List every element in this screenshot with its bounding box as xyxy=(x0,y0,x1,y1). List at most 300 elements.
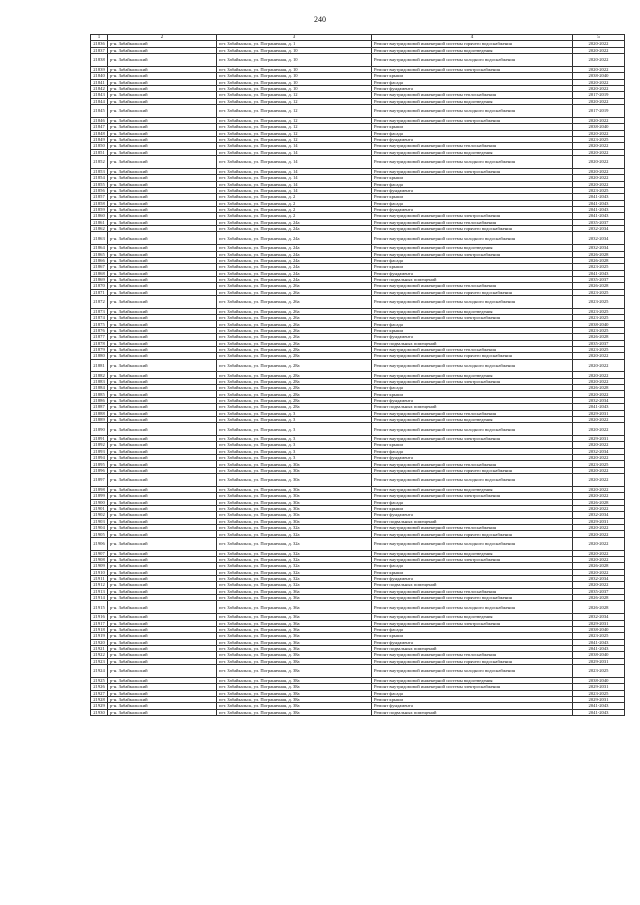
work-type-cell: Ремонт фасада xyxy=(372,690,573,696)
period-cell: 2017-2019 xyxy=(573,104,625,117)
address-cell: пгт. Забайкальск, ул. Пограничная, д. 28а xyxy=(217,397,372,403)
row-number-cell: 21903 xyxy=(91,518,108,524)
work-type-cell: Ремонт внутридомовой инженерной системы холодного водоснабжения xyxy=(372,601,573,614)
row-number-cell: 21884 xyxy=(91,385,108,391)
district-cell: р-н. Забайкальский xyxy=(108,639,217,645)
row-number-cell: 21922 xyxy=(91,652,108,658)
district-cell: р-н. Забайкальский xyxy=(108,601,217,614)
district-cell: р-н. Забайкальский xyxy=(108,404,217,410)
work-type-cell: Ремонт внутридомовой инженерной системы холодного водоснабжения xyxy=(372,104,573,117)
header-cell: 1 xyxy=(91,35,108,41)
table-row xyxy=(91,104,625,117)
address-cell: пгт. Забайкальск, ул. Пограничная, д. 36а xyxy=(217,627,372,633)
address-cell: пгт. Забайкальск, ул. Пограничная, д. 28а xyxy=(217,346,372,352)
address-cell: пгт. Забайкальск, ул. Пограничная, д. 36а xyxy=(217,595,372,601)
district-cell: р-н. Забайкальский xyxy=(108,410,217,416)
work-type-cell: Ремонт крыши xyxy=(372,327,573,333)
address-cell: пгт. Забайкальск, ул. Пограничная, д. 2 xyxy=(217,213,372,219)
row-number-cell: 21838 xyxy=(91,54,108,67)
period-cell: 2038-2040 xyxy=(573,627,625,633)
row-number-cell: 21864 xyxy=(91,245,108,251)
district-cell: р-н. Забайкальский xyxy=(108,308,217,314)
address-cell: пгт. Забайкальск, ул. Пограничная, д. 10 xyxy=(217,79,372,85)
period-cell: 2023-2025 xyxy=(573,461,625,467)
district-cell: р-н. Забайкальский xyxy=(108,569,217,575)
period-cell: 2026-2028 xyxy=(573,499,625,505)
work-type-cell: Ремонт внутридомовой инженерной системы электроснабжения xyxy=(372,684,573,690)
work-type-cell: Ремонт крыши xyxy=(372,696,573,702)
work-type-cell: Ремонт подвальных помещений xyxy=(372,709,573,715)
row-number-cell: 21887 xyxy=(91,404,108,410)
address-cell: пгт. Забайкальск, ул. Пограничная, д. 36а xyxy=(217,588,372,594)
address-cell: пгт. Забайкальск, ул. Пограничная, д. 26а xyxy=(217,340,372,346)
period-cell: 2023-2025 xyxy=(573,295,625,308)
work-type-cell: Ремонт фундамента xyxy=(372,397,573,403)
work-type-cell: Ремонт фундамента xyxy=(372,85,573,91)
row-number-cell: 21928 xyxy=(91,696,108,702)
address-cell: пгт. Забайкальск, ул. Пограничная, д. 14 xyxy=(217,149,372,155)
table-row xyxy=(91,423,625,436)
row-number-cell: 21839 xyxy=(91,66,108,72)
district-cell: р-н. Забайкальский xyxy=(108,213,217,219)
work-type-cell: Ремонт внутридомовой инженерной системы электроснабжения xyxy=(372,378,573,384)
work-type-cell: Ремонт внутридомовой инженерной системы холодного водоснабжения xyxy=(372,54,573,67)
period-cell: 2020-2022 xyxy=(573,149,625,155)
address-cell: пгт. Забайкальск, ул. Пограничная, д. 3 xyxy=(217,442,372,448)
work-type-cell: Ремонт фасада xyxy=(372,181,573,187)
address-cell: пгт. Забайкальск, ул. Пограничная, д. 36а xyxy=(217,601,372,614)
district-cell: р-н. Забайкальский xyxy=(108,385,217,391)
period-cell: 2038-2040 xyxy=(573,677,625,683)
district-cell: р-н. Забайкальский xyxy=(108,136,217,142)
district-cell: р-н. Забайкальский xyxy=(108,646,217,652)
address-cell: пгт. Забайкальск, ул. Пограничная, д. 38а xyxy=(217,665,372,678)
work-type-cell: Ремонт внутридомовой инженерной системы горячего водоснабжения xyxy=(372,658,573,664)
district-cell: р-н. Забайкальский xyxy=(108,340,217,346)
work-type-cell: Ремонт крыши xyxy=(372,73,573,79)
row-number-cell: 21877 xyxy=(91,334,108,340)
period-cell: 2020-2022 xyxy=(573,582,625,588)
work-type-cell: Ремонт крыши xyxy=(372,175,573,181)
work-type-cell: Ремонт внутридомовой инженерной системы холодного водоснабжения xyxy=(372,537,573,550)
address-cell: пгт. Забайкальск, ул. Пограничная, д. 28а xyxy=(217,404,372,410)
period-cell: 2023-2025 xyxy=(573,264,625,270)
district-cell: р-н. Забайкальский xyxy=(108,378,217,384)
district-cell: р-н. Забайкальский xyxy=(108,289,217,295)
address-cell: пгт. Забайкальск, ул. Пограничная, д. 10 xyxy=(217,85,372,91)
address-cell: пгт. Забайкальск, ул. Пограничная, д. 12 xyxy=(217,130,372,136)
row-number-cell: 21851 xyxy=(91,149,108,155)
period-cell: 2032-2034 xyxy=(573,512,625,518)
work-type-cell: Ремонт внутридомовой инженерной системы горячего водоснабжения xyxy=(372,289,573,295)
address-cell: пгт. Забайкальск, ул. Пограничная, д. 26а xyxy=(217,327,372,333)
row-number-cell: 21876 xyxy=(91,327,108,333)
district-cell: р-н. Забайкальский xyxy=(108,557,217,563)
address-cell: пгт. Забайкальск, ул. Пограничная, д. 24а xyxy=(217,270,372,276)
row-number-cell: 21920 xyxy=(91,639,108,645)
row-number-cell: 21860 xyxy=(91,213,108,219)
address-cell: пгт. Забайкальск, ул. Пограничная, д. 24а xyxy=(217,225,372,231)
period-cell: 2020-2022 xyxy=(573,569,625,575)
period-cell: 2020-2022 xyxy=(573,525,625,531)
address-cell: пгт. Забайкальск, ул. Пограничная, д. 38а xyxy=(217,684,372,690)
district-cell: р-н. Забайкальский xyxy=(108,665,217,678)
work-type-cell: Ремонт внутридомовой инженерной системы водоотведения xyxy=(372,487,573,493)
row-number-cell: 21909 xyxy=(91,563,108,569)
address-cell: пгт. Забайкальск, ул. Пограничная, д. 36а xyxy=(217,639,372,645)
address-cell: пгт. Забайкальск, ул. Пограничная, д. 14 xyxy=(217,168,372,174)
period-cell: 2020-2022 xyxy=(573,168,625,174)
work-type-cell: Ремонт внутридомовой инженерной системы электроснабжения xyxy=(372,436,573,442)
work-type-cell: Ремонт внутридомовой инженерной системы водоотведения xyxy=(372,98,573,104)
period-cell: 2023-2025 xyxy=(573,346,625,352)
work-type-cell: Ремонт внутридомовой инженерной системы теплоснабжения xyxy=(372,143,573,149)
address-cell: пгт. Забайкальск, ул. Пограничная, д. 12 xyxy=(217,92,372,98)
row-number-cell: 21897 xyxy=(91,474,108,487)
district-cell: р-н. Забайкальский xyxy=(108,155,217,168)
period-cell: 2023-2025 xyxy=(573,289,625,295)
address-cell: пгт. Забайкальск, ул. Пограничная, д. 38а xyxy=(217,703,372,709)
period-cell: 2035-2037 xyxy=(573,219,625,225)
period-cell: 2041-2043 xyxy=(573,194,625,200)
row-number-cell: 21871 xyxy=(91,289,108,295)
district-cell: р-н. Забайкальский xyxy=(108,264,217,270)
address-cell: пгт. Забайкальск, ул. Пограничная, д. 32а xyxy=(217,569,372,575)
row-number-cell: 21840 xyxy=(91,73,108,79)
district-cell: р-н. Забайкальский xyxy=(108,283,217,289)
work-type-cell: Ремонт фасада xyxy=(372,130,573,136)
work-type-cell: Ремонт фундамента xyxy=(372,187,573,193)
work-type-cell: Ремонт внутридомовой инженерной системы горячего водоснабжения xyxy=(372,467,573,473)
address-cell: пгт. Забайкальск, ул. Пограничная, д. 38а xyxy=(217,709,372,715)
period-cell: 2026-2028 xyxy=(573,283,625,289)
work-type-cell: Ремонт фасада xyxy=(372,385,573,391)
work-type-cell: Ремонт внутридомовой инженерной системы электроснабжения xyxy=(372,66,573,72)
period-cell: 2020-2022 xyxy=(573,181,625,187)
district-cell: р-н. Забайкальский xyxy=(108,54,217,67)
period-cell: 2023-2025 xyxy=(573,136,625,142)
row-number-cell: 21880 xyxy=(91,353,108,359)
district-cell: р-н. Забайкальский xyxy=(108,677,217,683)
address-cell: пгт. Забайкальск, ул. Пограничная, д. 28а xyxy=(217,378,372,384)
address-cell: пгт. Забайкальск, ул. Пограничная, д. 1 xyxy=(217,41,372,47)
work-type-cell: Ремонт внутридомовой инженерной системы горячего водоснабжения xyxy=(372,531,573,537)
address-cell: пгт. Забайкальск, ул. Пограничная, д. 30а xyxy=(217,461,372,467)
district-cell: р-н. Забайкальский xyxy=(108,245,217,251)
district-cell: р-н. Забайкальский xyxy=(108,85,217,91)
work-type-cell: Ремонт внутридомовой инженерной системы электроснабжения xyxy=(372,315,573,321)
work-type-cell: Ремонт внутридомовой инженерной системы теплоснабжения xyxy=(372,92,573,98)
district-cell: р-н. Забайкальский xyxy=(108,315,217,321)
row-number-cell: 21882 xyxy=(91,372,108,378)
row-number-cell: 21895 xyxy=(91,461,108,467)
address-cell: пгт. Забайкальск, ул. Пограничная, д. 36а xyxy=(217,646,372,652)
district-cell: р-н. Забайкальский xyxy=(108,467,217,473)
row-number-cell: 21896 xyxy=(91,467,108,473)
work-type-cell: Ремонт внутридомовой инженерной системы электроснабжения xyxy=(372,168,573,174)
period-cell: 2041-2043 xyxy=(573,404,625,410)
row-number-cell: 21848 xyxy=(91,130,108,136)
district-cell: р-н. Забайкальский xyxy=(108,582,217,588)
work-type-cell: Ремонт внутридомовой инженерной системы теплоснабжения xyxy=(372,346,573,352)
district-cell: р-н. Забайкальский xyxy=(108,104,217,117)
row-number-cell: 21925 xyxy=(91,677,108,683)
district-cell: р-н. Забайкальский xyxy=(108,588,217,594)
work-type-cell: Ремонт крыши xyxy=(372,506,573,512)
work-type-cell: Ремонт подвальных помещений xyxy=(372,646,573,652)
address-cell: пгт. Забайкальск, ул. Пограничная, д. 10 xyxy=(217,47,372,53)
district-cell: р-н. Забайкальский xyxy=(108,98,217,104)
row-number-cell: 21845 xyxy=(91,104,108,117)
work-type-cell: Ремонт внутридомовой инженерной системы электроснабжения xyxy=(372,493,573,499)
work-type-cell: Ремонт внутридомовой инженерной системы теплоснабжения xyxy=(372,410,573,416)
address-cell: пгт. Забайкальск, ул. Пограничная, д. 2 xyxy=(217,194,372,200)
period-cell: 2020-2022 xyxy=(573,66,625,72)
row-number-cell: 21879 xyxy=(91,346,108,352)
header-cell: 4 xyxy=(372,35,573,41)
period-cell: 2026-2028 xyxy=(573,601,625,614)
address-cell: пгт. Забайкальск, ул. Пограничная, д. 14 xyxy=(217,181,372,187)
address-cell: пгт. Забайкальск, ул. Пограничная, д. 14 xyxy=(217,143,372,149)
work-type-cell: Ремонт внутридомовой инженерной системы теплоснабжения xyxy=(372,525,573,531)
district-cell: р-н. Забайкальский xyxy=(108,321,217,327)
address-cell: пгт. Забайкальск, ул. Пограничная, д. 3 xyxy=(217,448,372,454)
row-number-cell: 21874 xyxy=(91,315,108,321)
table-row xyxy=(91,295,625,308)
district-cell: р-н. Забайкальский xyxy=(108,270,217,276)
district-cell: р-н. Забайкальский xyxy=(108,448,217,454)
work-type-cell: Ремонт фундамента xyxy=(372,703,573,709)
address-cell: пгт. Забайкальск, ул. Пограничная, д. 30а xyxy=(217,506,372,512)
period-cell: 2035-2037 xyxy=(573,588,625,594)
row-number-cell: 21841 xyxy=(91,79,108,85)
address-cell: пгт. Забайкальск, ул. Пограничная, д. 26а xyxy=(217,321,372,327)
work-type-cell: Ремонт фасада xyxy=(372,321,573,327)
district-cell: р-н. Забайкальский xyxy=(108,353,217,359)
work-type-cell: Ремонт внутридомовой инженерной системы холодного водоснабжения xyxy=(372,665,573,678)
period-cell: 2038-2040 xyxy=(573,124,625,130)
row-number-cell: 21901 xyxy=(91,506,108,512)
district-cell: р-н. Забайкальский xyxy=(108,537,217,550)
row-number-cell: 21923 xyxy=(91,658,108,664)
district-cell: р-н. Забайкальский xyxy=(108,563,217,569)
address-cell: пгт. Забайкальск, ул. Пограничная, д. 12 xyxy=(217,124,372,130)
district-cell: р-н. Забайкальский xyxy=(108,518,217,524)
address-cell: пгт. Забайкальск, ул. Пограничная, д. 36а xyxy=(217,633,372,639)
row-number-cell: 21846 xyxy=(91,117,108,123)
district-cell: р-н. Забайкальский xyxy=(108,232,217,245)
row-number-cell: 21853 xyxy=(91,168,108,174)
address-cell: пгт. Забайкальск, ул. Пограничная, д. 32а xyxy=(217,550,372,556)
period-cell: 2032-2034 xyxy=(573,225,625,231)
row-number-cell: 21837 xyxy=(91,47,108,53)
period-cell: 2041-2043 xyxy=(573,639,625,645)
work-type-cell: Ремонт внутридомовой инженерной системы теплоснабжения xyxy=(372,461,573,467)
work-type-cell: Ремонт внутридомовой инженерной системы горячего водоснабжения xyxy=(372,225,573,231)
period-cell: 2020-2022 xyxy=(573,423,625,436)
address-cell: пгт. Забайкальск, ул. Пограничная, д. 28а xyxy=(217,353,372,359)
address-cell: пгт. Забайкальск, ул. Пограничная, д. 24а xyxy=(217,276,372,282)
period-cell: 2020-2022 xyxy=(573,175,625,181)
district-cell: р-н. Забайкальский xyxy=(108,696,217,702)
period-cell: 2020-2022 xyxy=(573,474,625,487)
district-cell: р-н. Забайкальский xyxy=(108,257,217,263)
address-cell: пгт. Забайкальск, ул. Пограничная, д. 3 xyxy=(217,455,372,461)
table-row xyxy=(91,359,625,372)
row-number-cell: 21890 xyxy=(91,423,108,436)
district-cell: р-н. Забайкальский xyxy=(108,168,217,174)
address-cell: пгт. Забайкальск, ул. Пограничная, д. 24а xyxy=(217,257,372,263)
address-cell: пгт. Забайкальск, ул. Пограничная, д. 32а xyxy=(217,582,372,588)
work-type-cell: Ремонт внутридомовой инженерной системы водоотведения xyxy=(372,372,573,378)
table-row xyxy=(91,474,625,487)
address-cell: пгт. Забайкальск, ул. Пограничная, д. 26а xyxy=(217,283,372,289)
period-cell: 2020-2022 xyxy=(573,359,625,372)
work-type-cell: Ремонт внутридомовой инженерной системы теплоснабжения xyxy=(372,588,573,594)
address-cell: пгт. Забайкальск, ул. Пограничная, д. 26а xyxy=(217,289,372,295)
row-number-cell: 21929 xyxy=(91,703,108,709)
district-cell: р-н. Забайкальский xyxy=(108,219,217,225)
district-cell: р-н. Забайкальский xyxy=(108,493,217,499)
address-cell: пгт. Забайкальск, ул. Пограничная, д. 3 xyxy=(217,416,372,422)
table-row xyxy=(91,155,625,168)
district-cell: р-н. Забайкальский xyxy=(108,595,217,601)
address-cell: пгт. Забайкальск, ул. Пограничная, д. 12 xyxy=(217,136,372,142)
district-cell: р-н. Забайкальский xyxy=(108,633,217,639)
period-cell: 2020-2022 xyxy=(573,143,625,149)
district-cell: р-н. Забайкальский xyxy=(108,531,217,537)
address-cell: пгт. Забайкальск, ул. Пограничная, д. 36а xyxy=(217,620,372,626)
address-cell: пгт. Забайкальск, ул. Пограничная, д. 14 xyxy=(217,187,372,193)
district-cell: р-н. Забайкальский xyxy=(108,334,217,340)
period-cell: 2041-2043 xyxy=(573,200,625,206)
address-cell: пгт. Забайкальск, ул. Пограничная, д. 24а xyxy=(217,264,372,270)
row-number-cell: 21873 xyxy=(91,308,108,314)
work-type-cell: Ремонт фасада xyxy=(372,448,573,454)
row-number-cell: 21865 xyxy=(91,251,108,257)
period-cell: 2035-2037 xyxy=(573,276,625,282)
district-cell: р-н. Забайкальский xyxy=(108,684,217,690)
row-number-cell: 21913 xyxy=(91,588,108,594)
address-cell: пгт. Забайкальск, ул. Пограничная, д. 30а xyxy=(217,512,372,518)
period-cell: 2032-2034 xyxy=(573,614,625,620)
district-cell: р-н. Забайкальский xyxy=(108,79,217,85)
district-cell: р-н. Забайкальский xyxy=(108,487,217,493)
district-cell: р-н. Забайкальский xyxy=(108,703,217,709)
row-number-cell: 21869 xyxy=(91,276,108,282)
period-cell: 2029-2031 xyxy=(573,436,625,442)
district-cell: р-н. Забайкальский xyxy=(108,525,217,531)
district-cell: р-н. Забайкальский xyxy=(108,143,217,149)
work-type-cell: Ремонт внутридомовой инженерной системы холодного водоснабжения xyxy=(372,423,573,436)
period-cell: 2026-2028 xyxy=(573,334,625,340)
work-type-cell: Ремонт фасада xyxy=(372,200,573,206)
row-number-cell: 21910 xyxy=(91,569,108,575)
address-cell: пгт. Забайкальск, ул. Пограничная, д. 38а xyxy=(217,658,372,664)
address-cell: пгт. Забайкальск, ул. Пограничная, д. 2 xyxy=(217,206,372,212)
row-number-cell: 21891 xyxy=(91,436,108,442)
address-cell: пгт. Забайкальск, ул. Пограничная, д. 26а xyxy=(217,315,372,321)
row-number-cell: 21914 xyxy=(91,595,108,601)
district-cell: р-н. Забайкальский xyxy=(108,276,217,282)
address-cell: пгт. Забайкальск, ул. Пограничная, д. 24а xyxy=(217,232,372,245)
row-number-cell: 21927 xyxy=(91,690,108,696)
work-type-cell: Ремонт внутридомовой инженерной системы водоотведения xyxy=(372,614,573,620)
period-cell: 2020-2022 xyxy=(573,79,625,85)
period-cell: 2023-2025 xyxy=(573,690,625,696)
work-type-cell: Ремонт внутридомовой инженерной системы водоотведения xyxy=(372,47,573,53)
address-cell: пгт. Забайкальск, ул. Пограничная, д. 28а xyxy=(217,385,372,391)
work-type-cell: Ремонт внутридомовой инженерной системы холодного водоснабжения xyxy=(372,474,573,487)
address-cell: пгт. Забайкальск, ул. Пограничная, д. 3 xyxy=(217,410,372,416)
work-type-cell: Ремонт фасада xyxy=(372,79,573,85)
district-cell: р-н. Забайкальский xyxy=(108,66,217,72)
address-cell: пгт. Забайкальск, ул. Пограничная, д. 10 xyxy=(217,54,372,67)
address-cell: пгт. Забайкальск, ул. Пограничная, д. 28а xyxy=(217,372,372,378)
row-number-cell: 21921 xyxy=(91,646,108,652)
period-cell: 2020-2022 xyxy=(573,391,625,397)
work-type-cell: Ремонт внутридомовой инженерной системы горячего водоснабжения xyxy=(372,353,573,359)
address-cell: пгт. Забайкальск, ул. Пограничная, д. 32а xyxy=(217,563,372,569)
work-type-cell: Ремонт внутридомовой инженерной системы холодного водоснабжения xyxy=(372,359,573,372)
period-cell: 2023-2025 xyxy=(573,308,625,314)
period-cell: 2026-2028 xyxy=(573,257,625,263)
row-number-cell: 21850 xyxy=(91,143,108,149)
work-type-cell: Ремонт внутридомовой инженерной системы водоотведения xyxy=(372,308,573,314)
period-cell: 2029-2031 xyxy=(573,696,625,702)
district-cell: р-н. Забайкальский xyxy=(108,346,217,352)
work-type-cell: Ремонт фундамента xyxy=(372,639,573,645)
period-cell: 2020-2022 xyxy=(573,378,625,384)
district-cell: р-н. Забайкальский xyxy=(108,658,217,664)
address-cell: пгт. Забайкальск, ул. Пограничная, д. 24а xyxy=(217,219,372,225)
work-type-cell: Ремонт фундамента xyxy=(372,512,573,518)
row-number-cell: 21918 xyxy=(91,627,108,633)
row-number-cell: 21904 xyxy=(91,525,108,531)
work-type-cell: Ремонт фундамента xyxy=(372,334,573,340)
period-cell: 2023-2025 xyxy=(573,633,625,639)
period-cell: 2020-2022 xyxy=(573,557,625,563)
work-type-cell: Ремонт фундамента xyxy=(372,206,573,212)
address-cell: пгт. Забайкальск, ул. Пограничная, д. 38а xyxy=(217,677,372,683)
row-number-cell: 21911 xyxy=(91,576,108,582)
row-number-cell: 21868 xyxy=(91,270,108,276)
district-cell: р-н. Забайкальский xyxy=(108,423,217,436)
address-cell: пгт. Забайкальск, ул. Пограничная, д. 26а xyxy=(217,308,372,314)
address-cell: пгт. Забайкальск, ул. Пограничная, д. 38а xyxy=(217,652,372,658)
period-cell: 2020-2022 xyxy=(573,487,625,493)
period-cell: 2026-2028 xyxy=(573,595,625,601)
district-cell: р-н. Забайкальский xyxy=(108,436,217,442)
address-cell: пгт. Забайкальск, ул. Пограничная, д. 2 xyxy=(217,200,372,206)
period-cell: 2038-2040 xyxy=(573,652,625,658)
period-cell: 2020-2022 xyxy=(573,47,625,53)
work-type-cell: Ремонт крыши xyxy=(372,442,573,448)
row-number-cell: 21917 xyxy=(91,620,108,626)
work-type-cell: Ремонт крыши xyxy=(372,264,573,270)
period-cell: 2020-2022 xyxy=(573,130,625,136)
period-cell: 2032-2034 xyxy=(573,232,625,245)
work-type-cell: Ремонт подвальных помещений xyxy=(372,340,573,346)
period-cell: 2020-2022 xyxy=(573,537,625,550)
address-cell: пгт. Забайкальск, ул. Пограничная, д. 30а xyxy=(217,487,372,493)
address-cell: пгт. Забайкальск, ул. Пограничная, д. 12 xyxy=(217,117,372,123)
row-number-cell: 21881 xyxy=(91,359,108,372)
work-type-cell: Ремонт внутридомовой инженерной системы водоотведения xyxy=(372,677,573,683)
period-cell: 2023-2025 xyxy=(573,327,625,333)
work-type-cell: Ремонт фасада xyxy=(372,499,573,505)
row-number-cell: 21924 xyxy=(91,665,108,678)
